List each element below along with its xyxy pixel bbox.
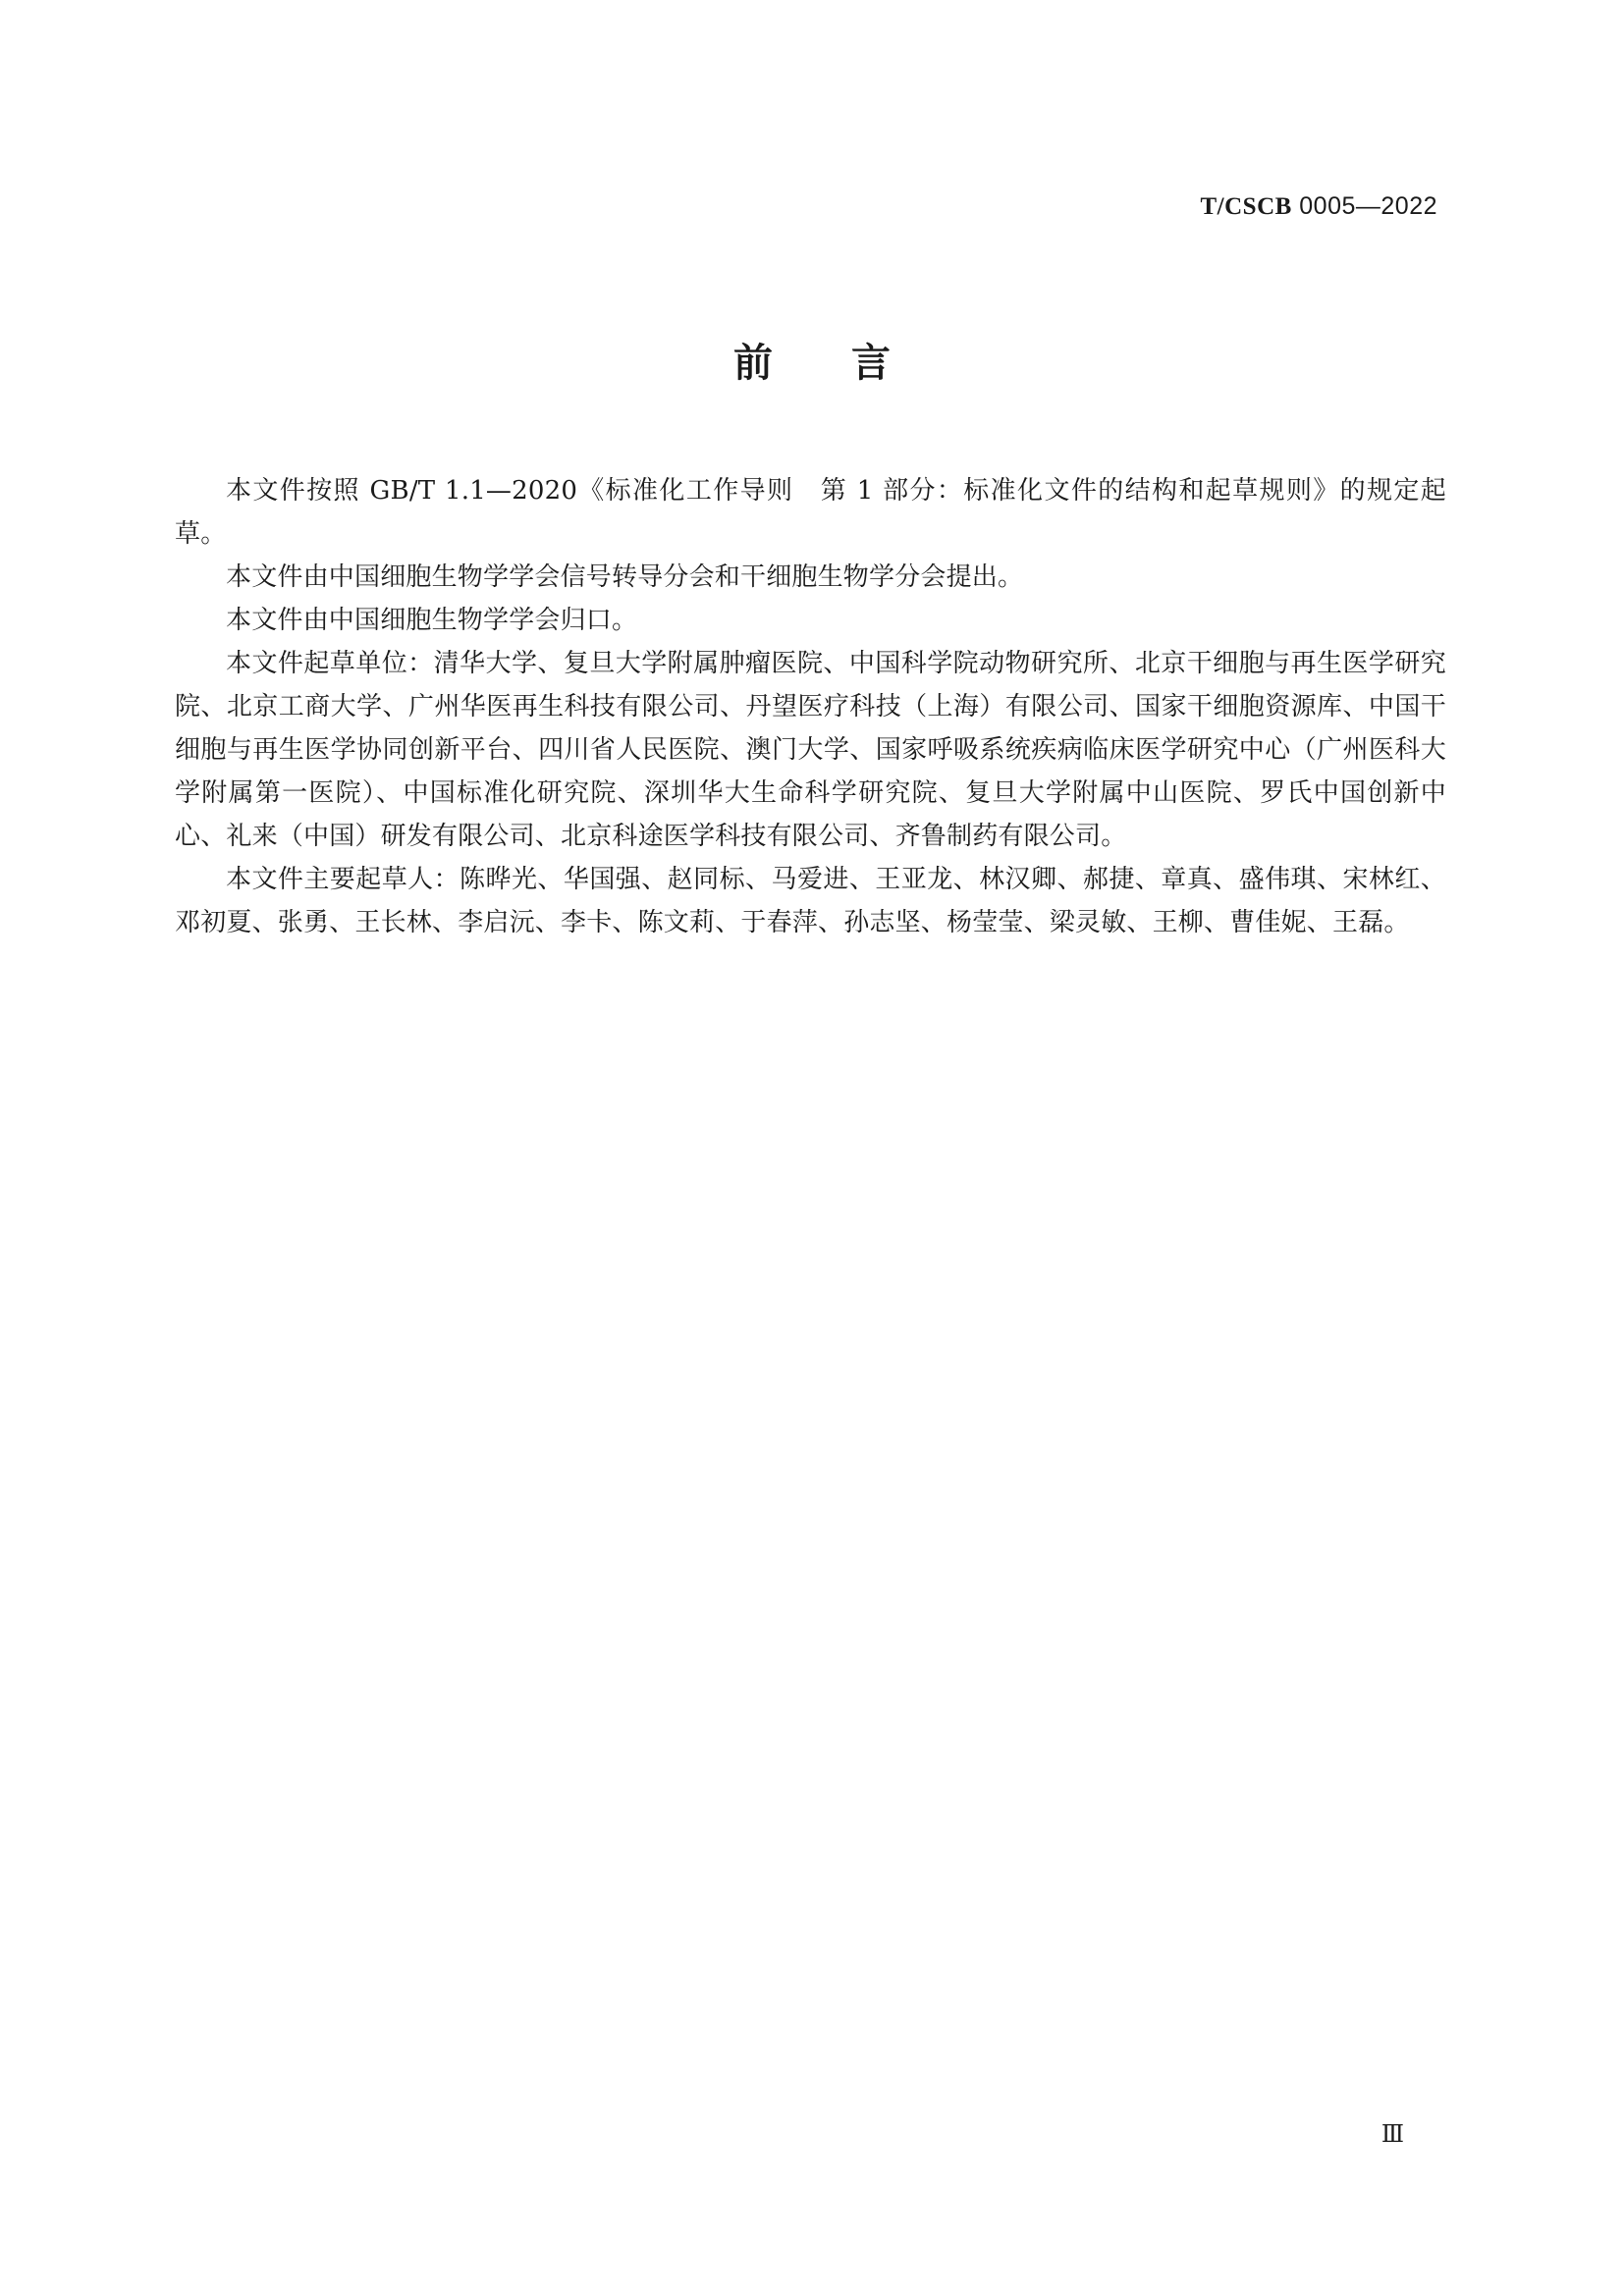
- paragraph-drafting-rules: 本文件按照 GB/T 1.1—2020《标准化工作导则 第 1 部分：标准化文件的结构和起草规则》的规定起草。: [175, 476, 1446, 549]
- paragraph-proposer: 本文件由中国细胞生物学学会信号转导分会和干细胞生物学分会提出。: [226, 562, 1024, 592]
- paragraph-administrator: 本文件由中国细胞生物学学会归口。: [226, 606, 638, 635]
- document-code: [1201, 192, 1438, 221]
- page-number: Ⅲ: [1380, 2122, 1404, 2148]
- document-body: [175, 469, 1446, 944]
- standard-prefix: T/CSCB: [1200, 193, 1292, 220]
- standard-number: 0005—2022: [1299, 192, 1437, 220]
- page-title: 前言: [733, 341, 969, 386]
- paragraph-drafting-units: 本文件起草单位：清华大学、复旦大学附属肿瘤医院、中国科学院动物研究所、北京干细胞与再生医学研究院、北京工商大学、广州华医再生科技有限公司、丹望医疗科技（上海）有限公司、国家干细胞资源库、中国干细胞与再生医学协同创新平台、四川省人民医院、澳门大学、国家呼吸系统疾病临床医学研究中心（广州医科大学附属第一医院）、中国标准化研究院、深圳华大生命科学研究院、复旦大学附属中山医院、罗氏中国创新中心、礼来（中国）研发有限公司、北京科途医学科技有限公司、齐鲁制药有限公司。: [175, 649, 1446, 851]
- paragraph-drafters: 本文件主要起草人：陈晔光、华国强、赵同标、马爱进、王亚龙、林汉卿、郝捷、章真、盛伟琪、宋林红、邓初夏、张勇、王长林、李启沅、李卡、陈文莉、于春萍、孙志坚、杨莹莹、梁灵敏、王柳、曹佳妮、王磊。: [175, 865, 1446, 937]
